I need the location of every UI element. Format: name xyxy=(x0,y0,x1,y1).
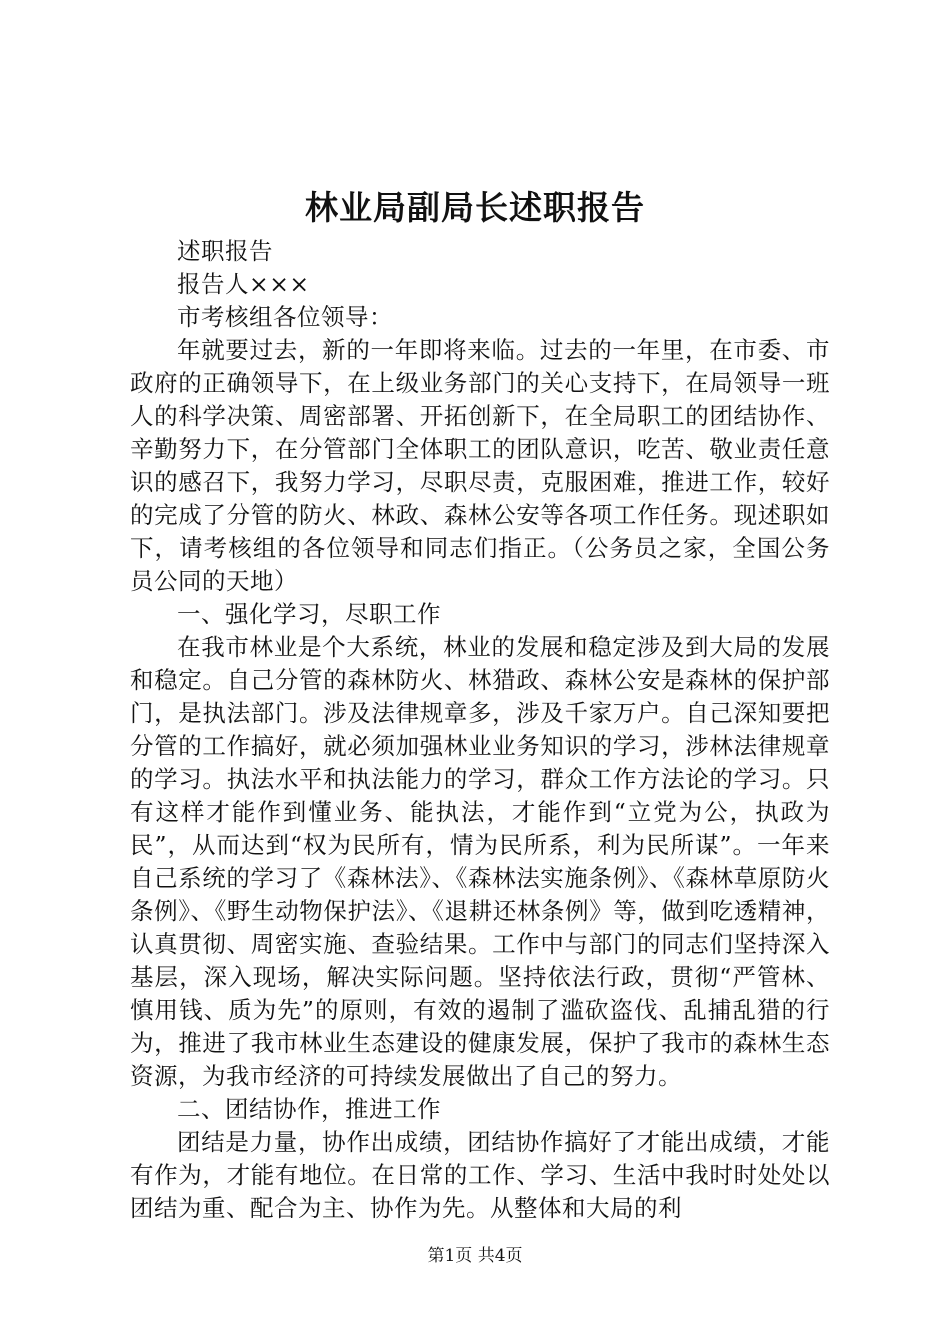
paragraph-section-1: 在我市林业是个大系统，林业的发展和稳定涉及到大局的发展和稳定。自己分管的森林防火、林猎政、森林公安是森林的保护部门，是执法部门。涉及法律规章多，涉及千家万户。自己深知要把分管的工作搞好，就必须加强林业业务知识的学习，涉林法律规章的学习。执法水平和执法能力的学习，群众工作方法论的学习。只有这样才能作到懂业务、能执法，才能作到“立党为公，执政为民”，从而达到“权为民所有，情为民所系，利为民所谋”。一年来自己系统的学习了《森林法》、《森林法实施条例》、《森林草原防火条例》、《野生动物保护法》、《退耕还林条例》等，做到吃透精神，认真贯彻、周密实施、查验结果。工作中与部门的同志们坚持深入基层，深入现场，解决实际问题。坚持依法行政，贯彻“严管林、慎用钱、质为先”的原则，有效的遏制了滥砍盗伐、乱捕乱猎的行为，推进了我市林业生态建设的健康发展，保护了我市的森林生态资源，为我市经济的可持续发展做出了自己的努力。 xyxy=(130,633,830,1090)
paragraph-section-2: 团结是力量，协作出成绩，团结协作搞好了才能出成绩，才能有作为，才能有地位。在日常的工作、学习、生活中我时时处处以团结为重、配合为主、协作为先。从整体和大局的利 xyxy=(130,1128,830,1222)
document-body xyxy=(130,235,830,1225)
section-heading-1: 一、强化学习，尽职工作 xyxy=(177,600,441,628)
paragraph-intro: 年就要过去，新的一年即将来临。过去的一年里，在市委、市政府的正确领导下，在上级业务部门的关心支持下，在局领导一班人的科学决策、周密部署、开拓创新下，在全局职工的团结协作、辛勤努力下，在分管部门全体职工的团队意识，吃苦、敬业责任意识的感召下，我努力学习，尽职尽责，克服困难，推进工作，较好的完成了分管的防火、林政、森林公安等各项工作任务。现述职如下，请考核组的各位领导和同志们指正。（公务员之家，全国公务员公同的天地） xyxy=(130,336,830,595)
section-heading-2: 二、团结协作，推进工作 xyxy=(177,1095,441,1123)
paragraph-reporter: 报告人××× xyxy=(177,270,310,298)
paragraph-heading: 述职报告 xyxy=(177,237,273,265)
document-title: 林业局副局长述职报告 xyxy=(305,188,645,227)
paragraph-salutation: 市考核组各位领导： xyxy=(177,303,393,331)
page-footer: 第1页 共4页 xyxy=(427,1246,523,1266)
